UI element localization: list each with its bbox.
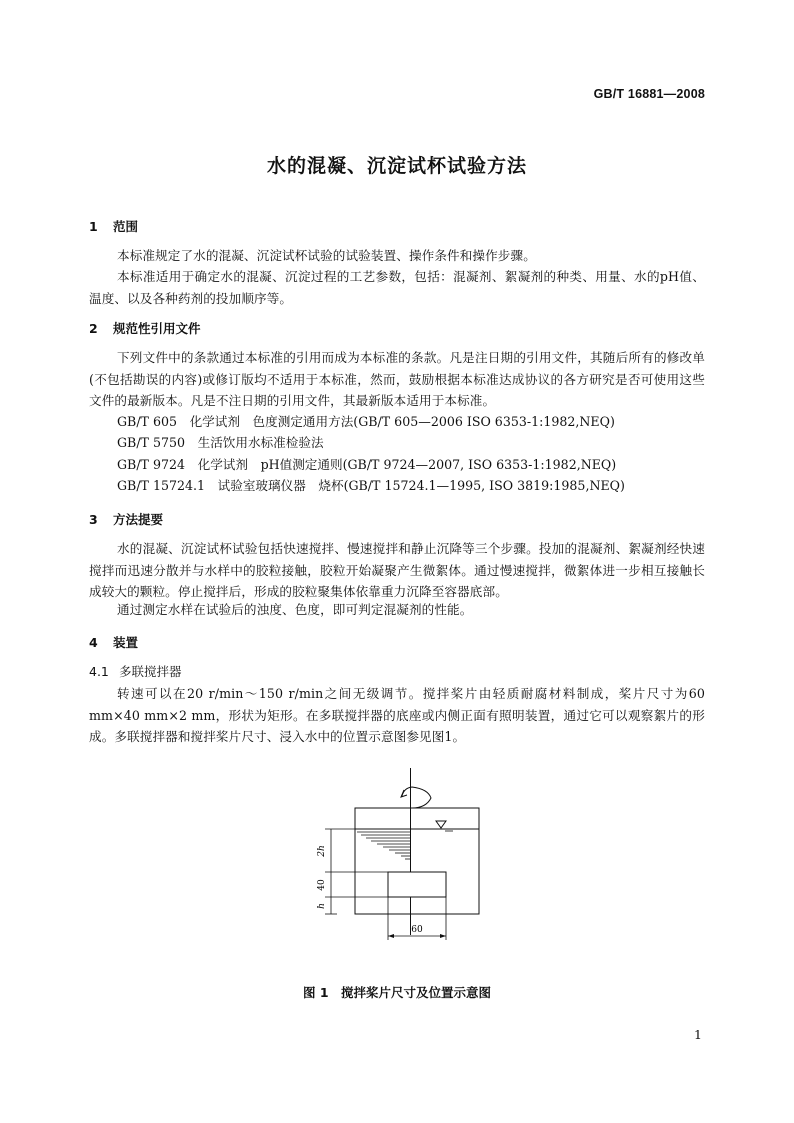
page-title: 水的混凝、沉淀试杯试验方法 bbox=[266, 155, 527, 177]
dimension-label-40: 40 bbox=[317, 879, 327, 891]
section-title: 规范性引用文件 bbox=[113, 321, 201, 336]
section-heading-4 bbox=[89, 633, 138, 651]
figure-caption: 图 1 搅拌桨片尺寸及位置示意图 bbox=[302, 985, 492, 1000]
surface-hatching bbox=[357, 832, 410, 859]
paragraph: 下列文件中的条款通过本标准的引用而成为本标准的条款。凡是注日期的引用文件，其随后所有的修改单(不包括勘误的内容)或修订版均不适用于本标准，然而，鼓励根据本标准达成协议的各方研究是否可使用这些文件的最新版本。凡是不注日期的引用文件，其最新版本适用于本标准。 bbox=[89, 350, 705, 408]
page-number: 1 bbox=[694, 1027, 702, 1042]
section-number: 2 bbox=[89, 321, 98, 336]
dimension-label-2h: 2h bbox=[317, 845, 327, 857]
reference-item: GB/T 15724.1 试验室玻璃仪器 烧杯(GB/T 15724.1—1995, ISO 3819:1985,NEQ) bbox=[117, 478, 625, 493]
dimension-ticks-vertical bbox=[325, 829, 388, 914]
section-heading-3 bbox=[89, 510, 163, 528]
section-title: 方法提要 bbox=[113, 512, 164, 527]
reference-item: GB/T 605 化学试剂 色度测定通用方法(GB/T 605—2006 ISO 6353-1:1982,NEQ) bbox=[117, 414, 615, 429]
section-heading-1 bbox=[89, 217, 138, 235]
stirrer-diagram bbox=[300, 763, 500, 948]
section-title: 范围 bbox=[113, 219, 139, 234]
paragraph: 本标准规定了水的混凝、沉淀试杯试验的试验装置、操作条件和操作步骤。 bbox=[117, 248, 536, 263]
rotation-arrow-icon bbox=[402, 787, 431, 808]
water-level-icon bbox=[436, 821, 446, 828]
dimension-label-h: h bbox=[317, 903, 327, 909]
beaker-outline bbox=[355, 808, 479, 914]
section-number: 3 bbox=[89, 512, 98, 527]
paddle-blade bbox=[388, 872, 446, 897]
section-number: 1 bbox=[89, 219, 98, 234]
section-number: 4 bbox=[89, 635, 98, 650]
paragraph: 转速可以在20 r/min～150 r/min之间无级调节。搅拌桨片由轻质耐腐材料制成，桨片尺寸为60 mm×40 mm×2 mm，形状为矩形。在多联搅拌器的底座或内侧正面有照明装置，通过它可以观察絮片的形成。多联搅拌器和搅拌桨片尺寸、浸入水中的位置示意图参见图1。 bbox=[89, 686, 705, 744]
reference-item: GB/T 9724 化学试剂 pH值测定通则(GB/T 9724—2007, ISO 6353-1:1982,NEQ) bbox=[117, 457, 617, 472]
paragraph: 水的混凝、沉淀试杯试验包括快速搅拌、慢速搅拌和静止沉降等三个步骤。投加的混凝剂、絮凝剂经快速搅拌而迅速分散并与水样中的胶粒接触，胶粒开始凝聚产生微絮体。通过慢速搅拌，微絮体进一步相互接触长成较大的颗粒。停止搅拌后，形成的胶粒聚集体依靠重力沉降至容器底部。 bbox=[89, 541, 705, 599]
subsection-title: 多联搅拌器 bbox=[119, 664, 182, 679]
section-heading-2 bbox=[89, 319, 201, 337]
reference-item: GB/T 5750 生活饮用水标准检验法 bbox=[117, 435, 324, 450]
subsection-heading-4-1 bbox=[89, 662, 182, 680]
section-title: 装置 bbox=[113, 635, 139, 650]
dimension-label-60: 60 bbox=[411, 925, 423, 935]
paragraph: 通过测定水样在试验后的浊度、色度，即可判定混凝剂的性能。 bbox=[117, 602, 473, 617]
subsection-number: 4.1 bbox=[89, 664, 109, 679]
standard-number: GB/T 16881—2008 bbox=[593, 87, 705, 101]
arrow-head-icon bbox=[401, 790, 407, 797]
paragraph: 本标准适用于确定水的混凝、沉淀过程的工艺参数，包括：混凝剂、絮凝剂的种类、用量、水的pH值、温度、以及各种药剂的投加顺序等。 bbox=[89, 269, 705, 306]
